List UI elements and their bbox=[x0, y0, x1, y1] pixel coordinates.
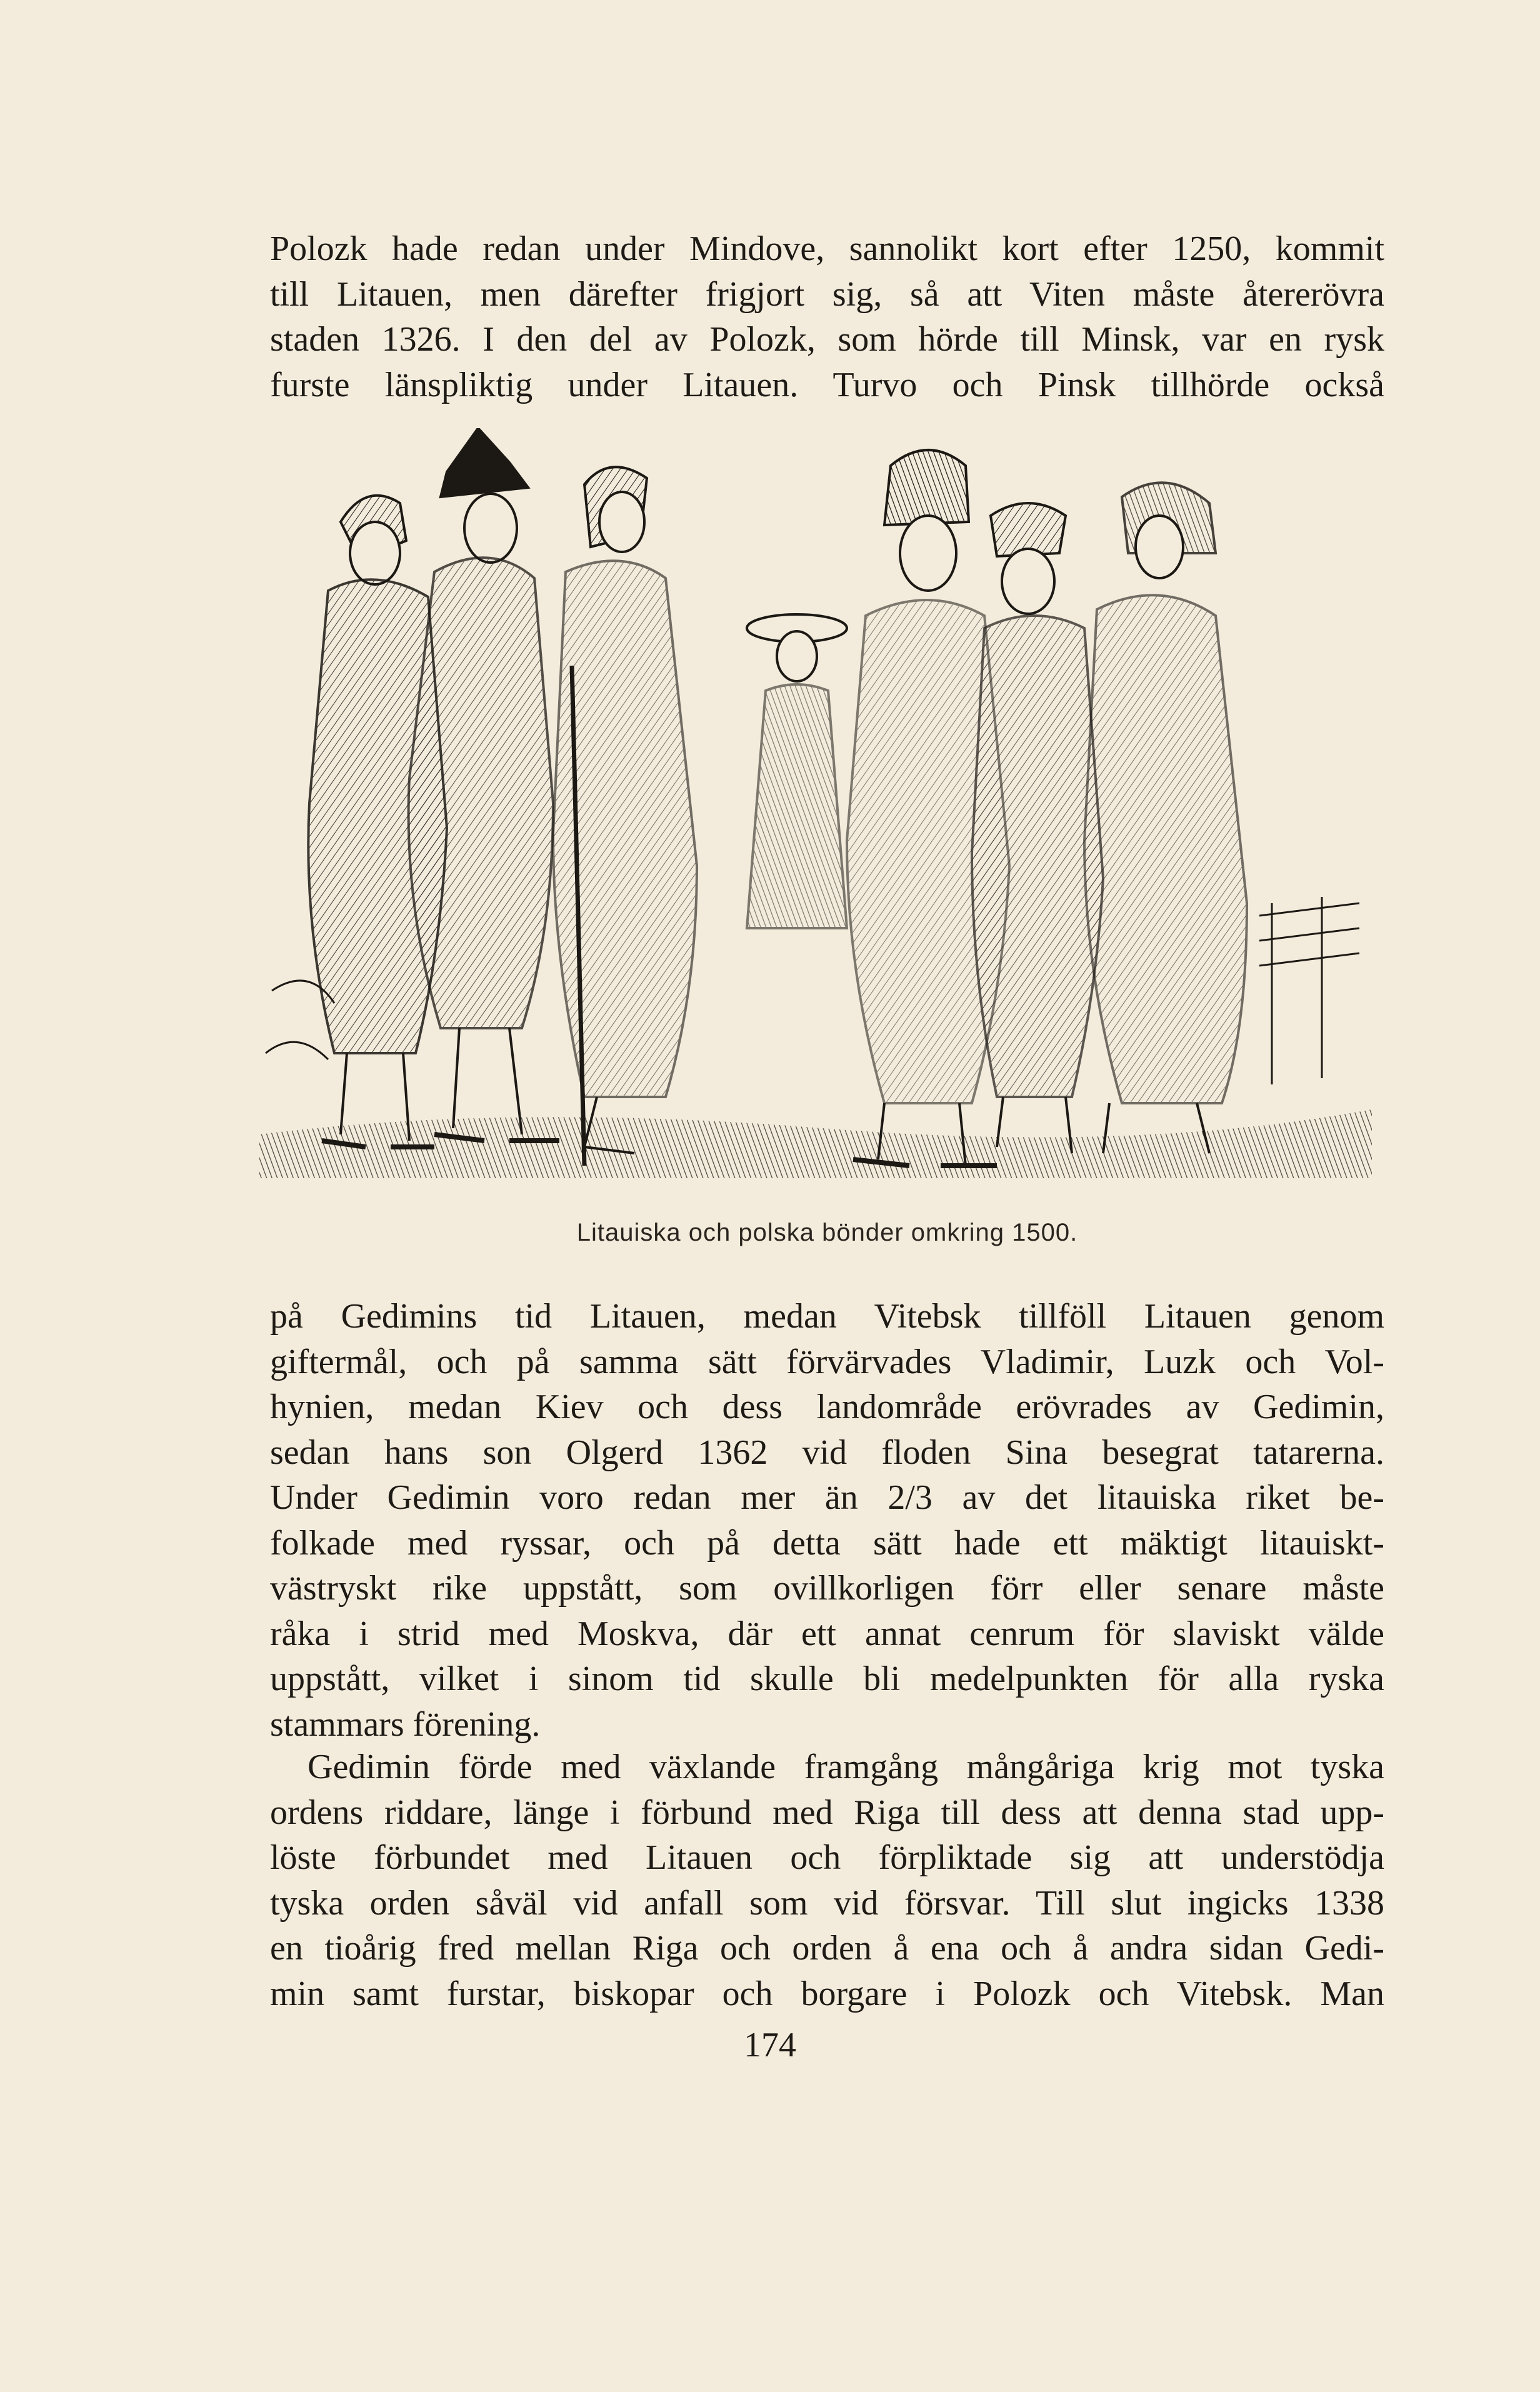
figure-man-right bbox=[972, 503, 1103, 1153]
text-line: furste länspliktig under Litauen. Turvo och Pinsk tillhörde också bbox=[270, 365, 1384, 404]
text-line: sedan hans son Olgerd 1362 vid floden Sina besegrat tatarerna. bbox=[270, 1433, 1384, 1472]
text-line: staden 1326. I den del av Polozk, som hörde till Minsk, var en rysk bbox=[270, 320, 1384, 359]
text-line: giftermål, och på samma sätt förvärvades Vladimir, Luzk och Vol- bbox=[270, 1342, 1384, 1381]
illustration-peasants bbox=[259, 428, 1372, 1197]
paragraph-2 bbox=[270, 1294, 1384, 1747]
text-line: råka i strid med Moskva, där ett annat cenrum för slaviskt välde bbox=[270, 1614, 1384, 1653]
text-line: Polozk hade redan under Mindove, sannolikt kort efter 1250, kommit bbox=[270, 229, 1384, 268]
text-line: Under Gedimin voro redan mer än 2/3 av det litauiska riket be- bbox=[270, 1478, 1384, 1517]
text-line: löste förbundet med Litauen och förpliktade sig att understödja bbox=[270, 1838, 1384, 1877]
text-line: till Litauen, men därefter frigjort sig, så att Viten måste återerövra bbox=[270, 274, 1384, 314]
text-line: hynien, medan Kiev och dess landområde erövrades av Gedimin, bbox=[270, 1388, 1384, 1426]
text-line: västryskt rike uppstått, som ovillkorligen förr eller senare måste bbox=[270, 1569, 1384, 1608]
text-line: uppstått, vilket i sinom tid skulle bli medelpunkten för alla ryska bbox=[270, 1659, 1384, 1698]
text-line: tyska orden såväl vid anfall som vid försvar. Till slut ingicks 1338 bbox=[270, 1883, 1384, 1923]
figure-caption: Litauiska och polska bönder omkring 1500. bbox=[576, 1219, 1078, 1246]
paragraph-1 bbox=[270, 226, 1384, 408]
page-number: 174 bbox=[744, 2026, 796, 2064]
figure-woman-left bbox=[553, 467, 697, 1153]
text-line: stammars förening. bbox=[270, 1704, 541, 1744]
text-line: en tioårig fred mellan Riga och orden å ena och å andra sidan Gedi- bbox=[270, 1929, 1384, 1968]
figure-child bbox=[747, 614, 847, 928]
text-line: Gedimin förde med växlande framgång mångåriga krig mot tyska bbox=[308, 1748, 1384, 1786]
text-line: min samt furstar, biskopar och borgare i Polozk och Vitebsk. Man bbox=[270, 1974, 1384, 2013]
text-line: på Gedimins tid Litauen, medan Vitebsk tillföll Litauen genom bbox=[270, 1297, 1384, 1336]
text-line: ordens riddare, länge i förbund med Riga till dess att denna stad upp- bbox=[270, 1793, 1384, 1832]
paragraph-3 bbox=[270, 1744, 1384, 2016]
figure-woman-right bbox=[1084, 483, 1247, 1153]
text-line: folkade med ryssar, och på detta sätt hade ett mäktigt litauiskt- bbox=[270, 1523, 1384, 1563]
